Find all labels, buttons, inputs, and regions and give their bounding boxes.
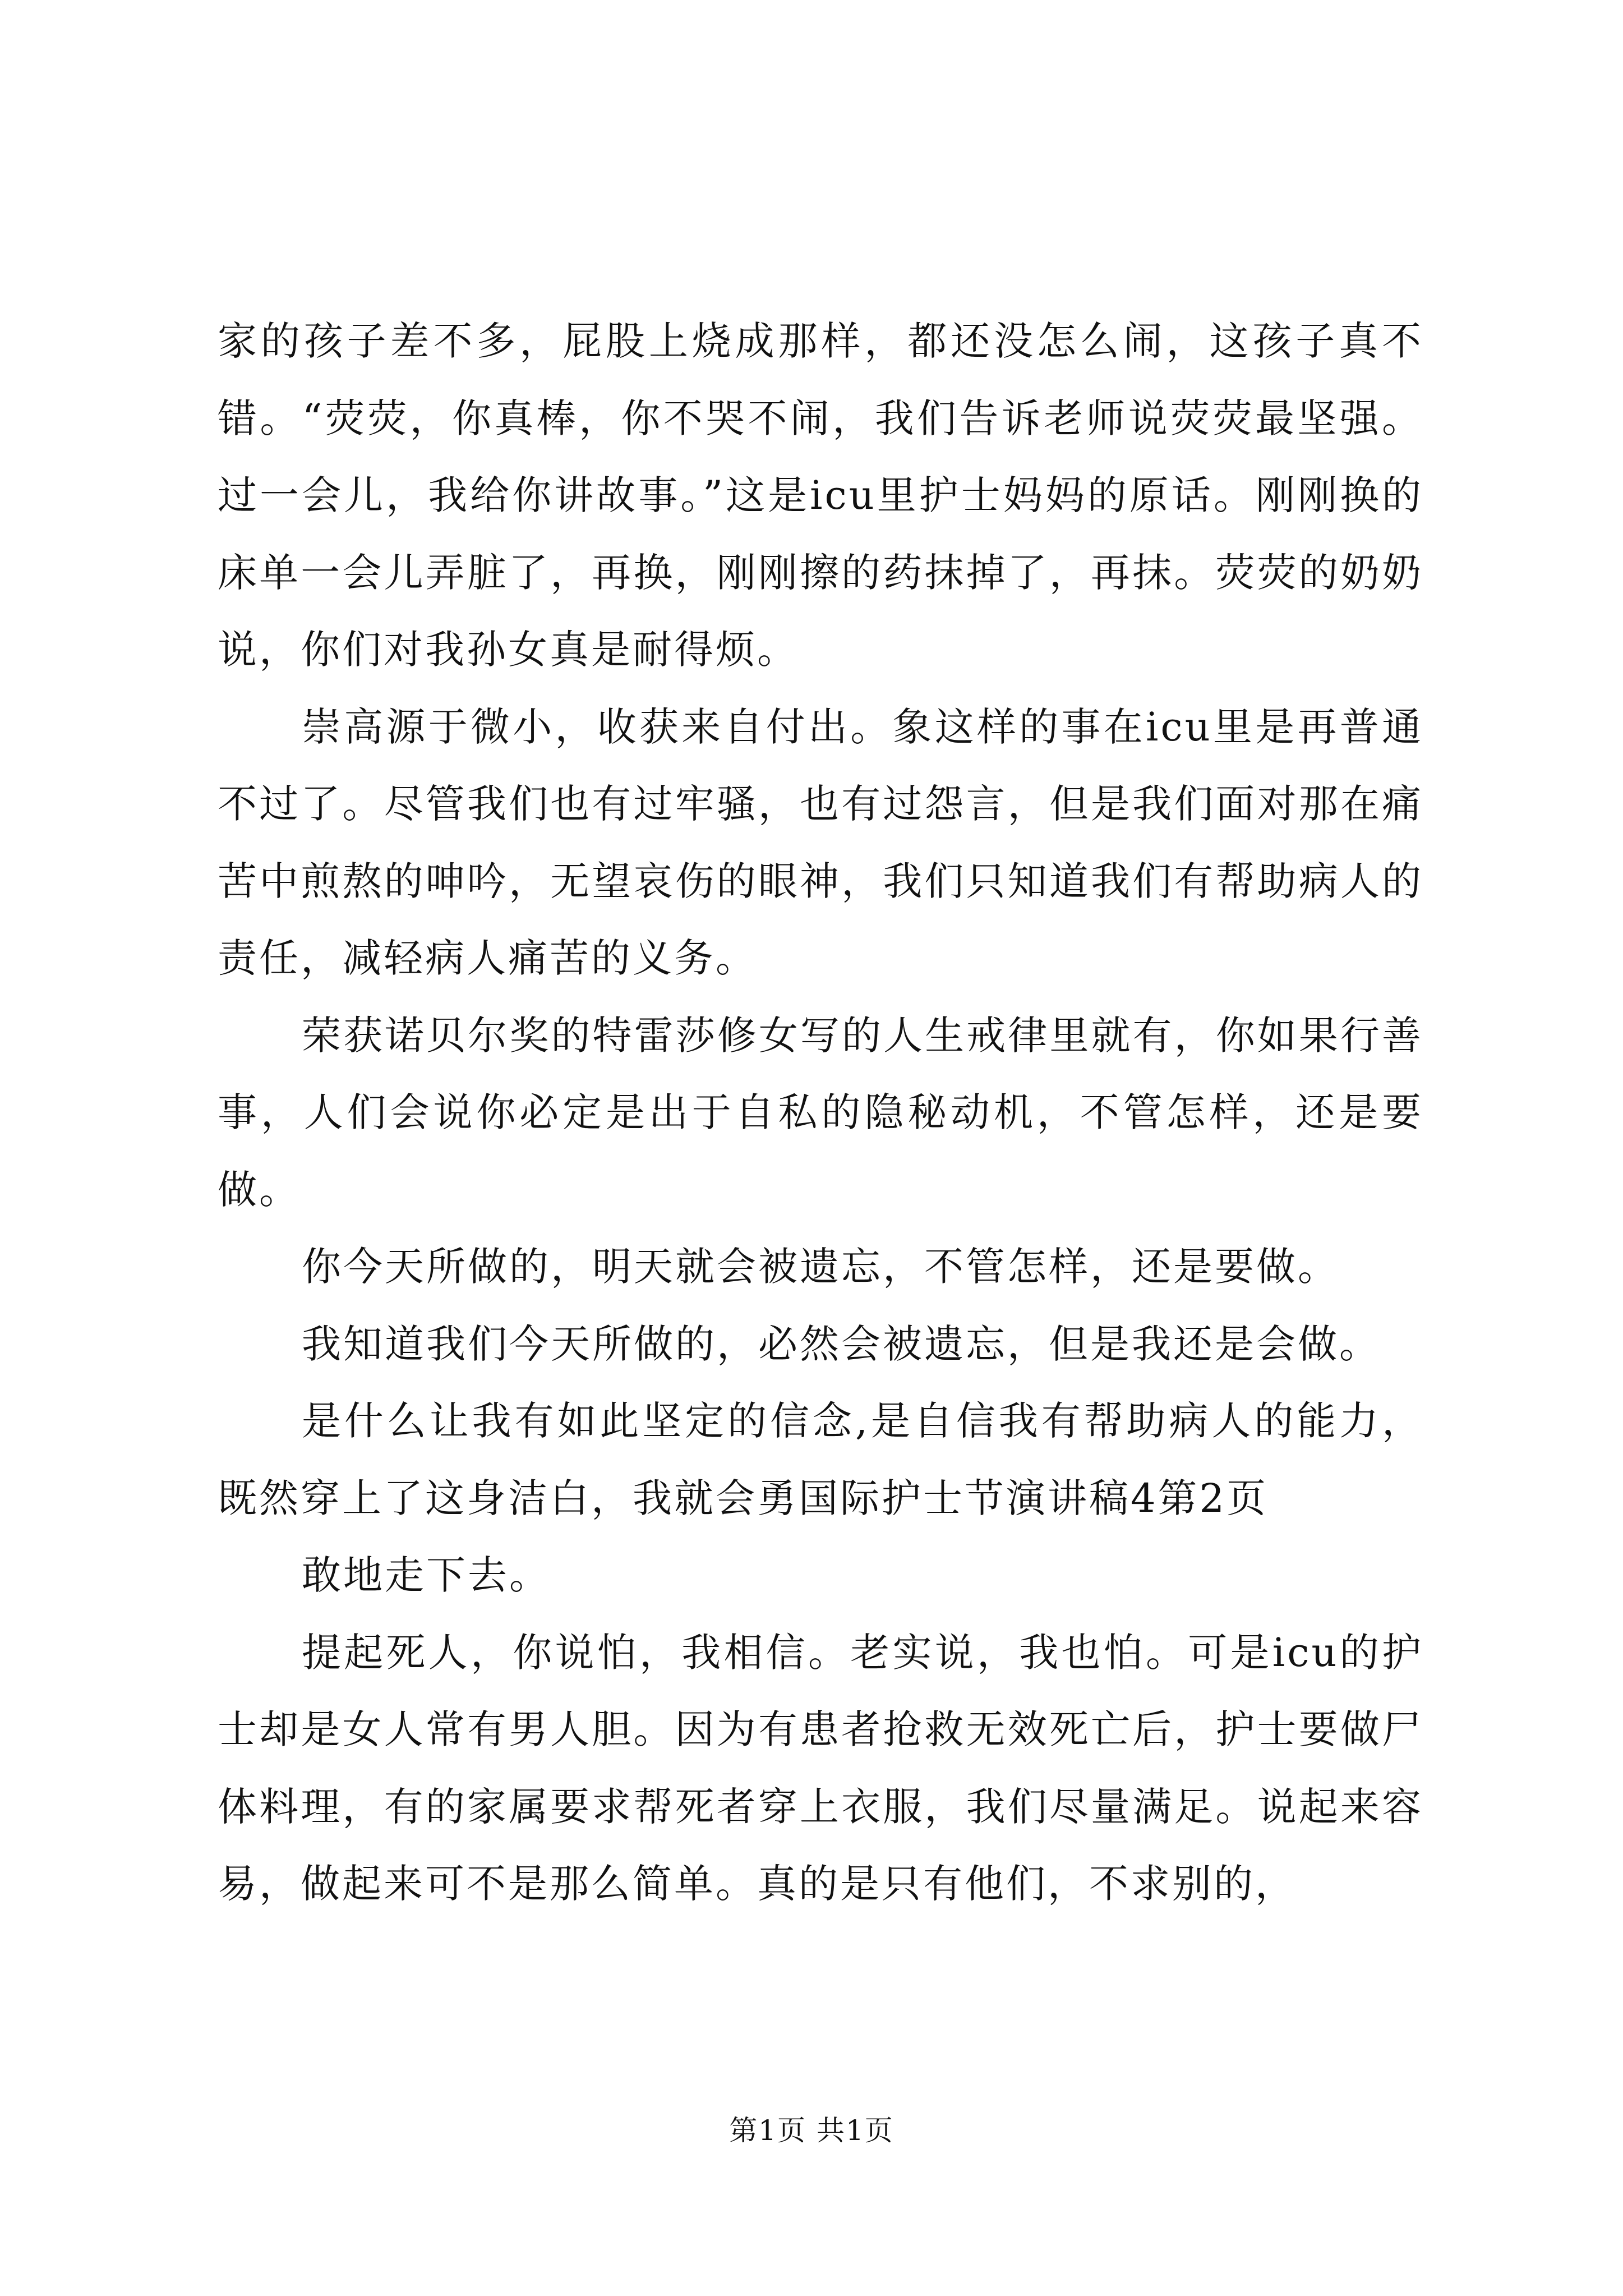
paragraph-6: 是什么让我有如此坚定的信念,是自信我有帮助病人的能力，既然穿上了这身洁白，我就会勇国际护士节演讲稿4第2页 [218, 1398, 1423, 1521]
page-number-label: 第1页 共1页 [729, 2114, 894, 2147]
paragraph-1: 家的孩子差不多，屁股上烧成那样，都还没怎么闹，这孩子真不错。“荧荧，你真棒，你不哭不闹，我们告诉老师说荧荧最坚强。过一会儿，我给你讲故事。”这是icu里护士妈妈的原话。刚刚换的床单一会儿弄脏了，再换，刚刚擦的药抹掉了，再抹。荧荧的奶奶说，你们对我孙女真是耐得烦。 [218, 318, 1423, 673]
paragraph-8: 提起死人，你说怕，我相信。老实说，我也怕。可是icu的护士却是女人常有男人胆。因为有患者抢救无效死亡后，护士要做尸体料理，有的家属要求帮死者穿上衣服，我们尽量满足。说起来容易，做起来可不是那么简单。真的是只有他们，不求别的， [218, 1629, 1423, 1907]
paragraph-4: 你今天所做的，明天就会被遗忘，不管怎样，还是要做。 [302, 1244, 1339, 1290]
paragraph-3: 荣获诺贝尔奖的特雷莎修女写的人生戒律里就有，你如果行善事，人们会说你必定是出于自私的隐秘动机，不管怎样，还是要做。 [218, 1012, 1423, 1213]
paragraph-2: 崇高源于微小，收获来自付出。象这样的事在icu里是再普通不过了。尽管我们也有过牢骚，也有过怨言，但是我们面对那在痛苦中煎熬的呻吟，无望哀伤的眼神，我们只知道我们有帮助病人的责任，减轻病人痛苦的义务。 [218, 703, 1423, 981]
document-body [218, 303, 1423, 1923]
paragraph-5: 我知道我们今天所做的，必然会被遗忘，但是我还是会做。 [302, 1320, 1381, 1367]
paragraph-7: 敢地走下去。 [302, 1552, 551, 1598]
page-footer [0, 2114, 1623, 2147]
